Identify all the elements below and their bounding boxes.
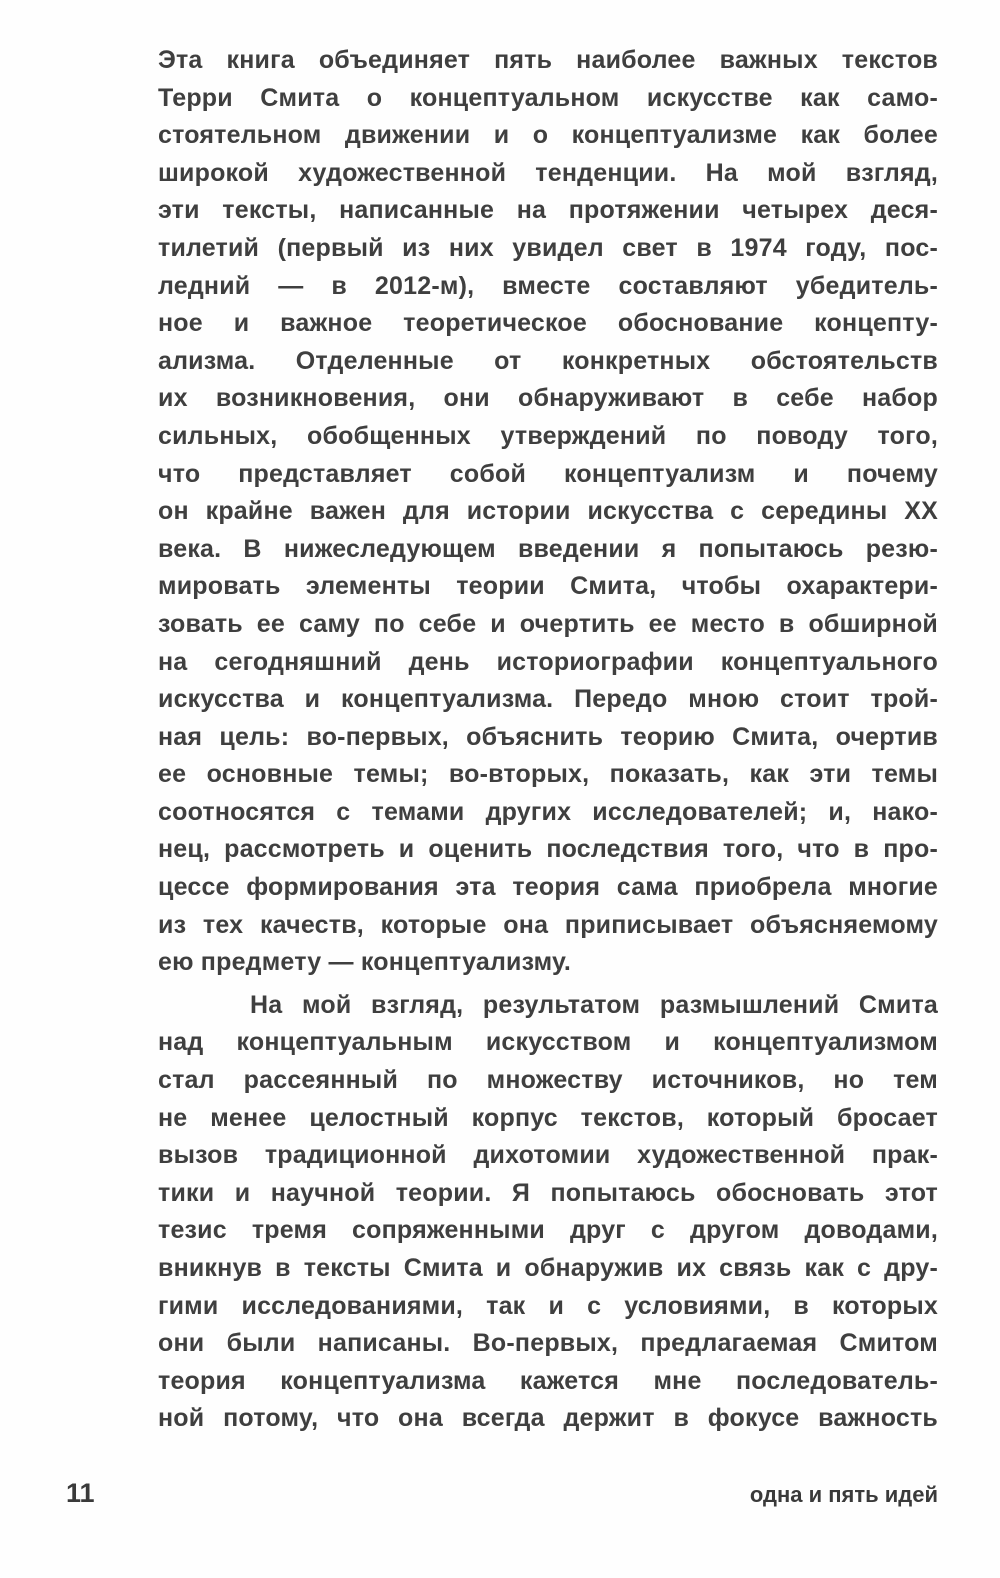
text-line: сильных, обобщенных утверждений по поводу того, [158,421,938,450]
text-line: вникнув в тексты Смита и обнаружив их связь как с дру- [158,1254,938,1282]
text-line: теория концептуализма кажется мне последователь- [158,1366,938,1395]
running-head: одна и пять идей [749,1482,938,1507]
text-line: вызов традиционной дихотомии художественной прак- [158,1141,938,1170]
page-number: 11 [66,1478,95,1508]
text-line: тики и научной теории. Я попытаюсь обосновать этот [158,1178,938,1207]
text-line: из тех качеств, которые она приписывает объясняемому [158,910,938,939]
text-line: соотносятся с темами других исследователей; и, нако- [158,797,938,826]
text-line: Эта книга объединяет пять наиболее важных текстов [158,46,938,74]
text-line: что представляет собой концептуализм и почему [158,459,938,488]
body-text [158,42,938,1438]
text-line: тилетий (первый из них увидел свет в 1974 году, пос- [158,233,938,262]
text-line: над концептуальным искусством и концептуализмом [158,1028,938,1057]
text-line: ная цель: во-первых, объяснить теорию Смита, очертив [158,722,938,751]
text-line: ное и важное теоретическое обоснование концепту- [158,309,938,338]
text-line: ею предмету — концептуализму. [158,948,572,977]
paragraph-1 [158,42,938,982]
text-line: искусства и концептуализма. Передо мною стоит трой- [158,685,938,714]
text-line: цессе формирования эта теория сама приобрела многие [158,873,938,902]
text-line: они были написаны. Во-первых, предлагаемая Смитом [158,1329,938,1358]
text-line: стоятельном движении и о концептуализме как более [158,121,938,150]
text-line: ализма. Отделенные от конкретных обстоятельств [158,346,938,375]
paragraph-2 [158,987,938,1438]
text-line: он крайне важен для истории искусства с середины XX [158,497,938,526]
text-line: мировать элементы теории Смита, чтобы охарактери- [158,572,938,601]
text-line: эти тексты, написанные на протяжении четырех деся- [158,196,938,225]
text-line: ее основные темы; во-вторых, показать, как эти темы [158,760,938,789]
text-line: на сегодняшний день историографии концептуального [158,647,938,676]
text-line: нец, рассмотреть и оценить последствия того, что в про- [158,835,938,864]
text-line: ледний — в 2012-м), вместе составляют убедитель- [158,271,938,300]
text-line: не менее целостный корпус текстов, который бросает [158,1103,938,1132]
text-line: широкой художественной тенденции. На мой взгляд, [158,158,938,187]
text-line: их возникновения, они обнаруживают в себе набор [158,384,938,413]
text-line: гими исследованиями, так и с условиями, в которых [158,1291,938,1320]
text-line: тезис тремя сопряженными друг с другом доводами, [158,1216,938,1245]
text-line: стал рассеянный по множеству источников, но тем [158,1066,938,1095]
text-line: ной потому, что она всегда держит в фокусе важность [158,1404,938,1433]
text-line: века. В нижеследующем введении я попытаюсь резю- [158,534,938,563]
text-line: На мой взгляд, результатом размышлений Смита [250,990,938,1019]
text-line: Терри Смита о концептуальном искусстве как само- [158,83,938,112]
text-line: зовать ее саму по себе и очертить ее место в обширной [158,609,938,638]
